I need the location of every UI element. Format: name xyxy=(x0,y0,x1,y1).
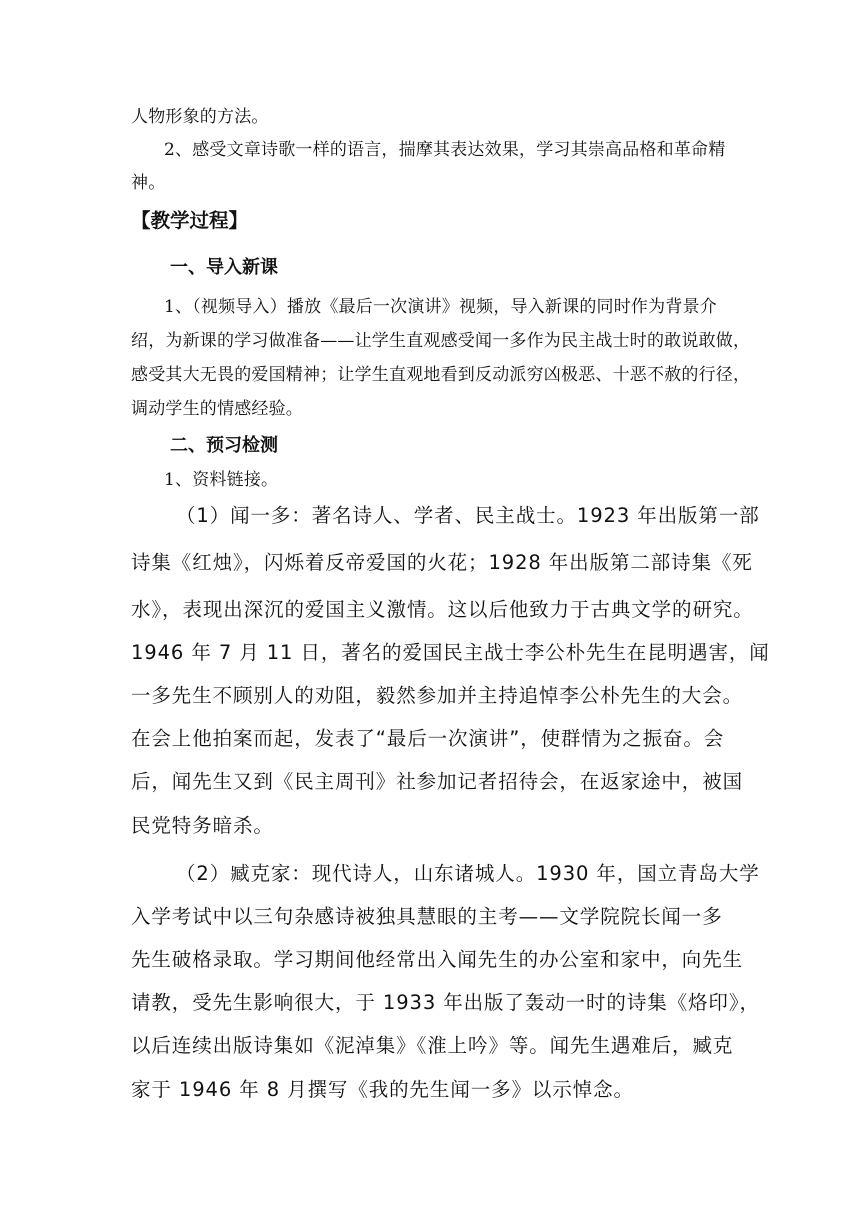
wen-yiduo-line: 1946 年 7 月 11 日，著名的爱国民主战士李公朴先生在昆明遇害，闻 xyxy=(131,641,770,664)
wen-yiduo-line: （1）闻一多：著名诗人、学者、民主战士。1923 年出版第一部 xyxy=(176,504,760,527)
wen-yiduo-line: 后，闻先生又到《民主周刊》社参加记者招待会，在返家途中，被国 xyxy=(131,770,744,793)
materials-label: 1、资料链接。 xyxy=(164,470,279,490)
objective-line: 人物形象的方法。 xyxy=(131,107,269,127)
wen-yiduo-line: 在会上他拍案而起，发表了“最后一次演讲”，使群情为之振奋。会 xyxy=(131,727,725,750)
zang-kejia-line: 家于 1946 年 8 月撰写《我的先生闻一多》以示悼念。 xyxy=(131,1078,634,1101)
section-title-preview: 二、预习检测 xyxy=(170,435,278,456)
zang-kejia-line: （2）臧克家：现代诗人，山东诸城人。1930 年，国立青岛大学 xyxy=(176,862,760,885)
section-title-intro: 一、导入新课 xyxy=(170,257,278,278)
intro-paragraph-line: 1、（视频导入）播放《最后一次演讲》视频，导入新课的同时作为背景介 xyxy=(164,297,717,317)
process-title: 【教学过程】 xyxy=(131,209,249,232)
wen-yiduo-line: 民党特务暗杀。 xyxy=(131,814,274,837)
intro-paragraph-line: 感受其大无畏的爱国精神；让学生直观地看到反动派穷凶极恶、十恶不赦的行径， xyxy=(131,365,751,385)
zang-kejia-line: 请教，受先生影响很大，于 1933 年出版了轰动一时的诗集《烙印》， xyxy=(131,991,760,1014)
intro-paragraph-line: 绍，为新课的学习做准备——让学生直观感受闻一多作为民主战士时的敢说敢做， xyxy=(131,331,751,351)
zang-kejia-line: 以后连续出版诗集如《泥淖集》《淮上吟》等。闻先生遇难后，臧克 xyxy=(131,1034,734,1057)
zang-kejia-line: 入学考试中以三句杂感诗被独具慧眼的主考——文学院院长闻一多 xyxy=(131,905,723,928)
wen-yiduo-line: 一多先生不顾别人的劝阻，毅然参加并主持追悼李公朴先生的大会。 xyxy=(131,684,744,707)
zang-kejia-line: 先生破格录取。学习期间他经常出入闻先生的办公室和家中，向先生 xyxy=(131,948,744,971)
intro-paragraph-line: 调动学生的情感经验。 xyxy=(131,399,303,419)
wen-yiduo-line: 诗集《红烛》，闪烁着反帝爱国的火花；1928 年出版第二部诗集《死 xyxy=(131,551,753,574)
objective-line: 神。 xyxy=(131,173,166,193)
objective-line: 2、感受文章诗歌一样的语言，揣摩其表达效果，学习其崇高品格和革命精 xyxy=(164,140,726,160)
wen-yiduo-line: 水》，表现出深沉的爱国主义激情。这以后他致力于古典文学的研究。 xyxy=(131,598,754,621)
